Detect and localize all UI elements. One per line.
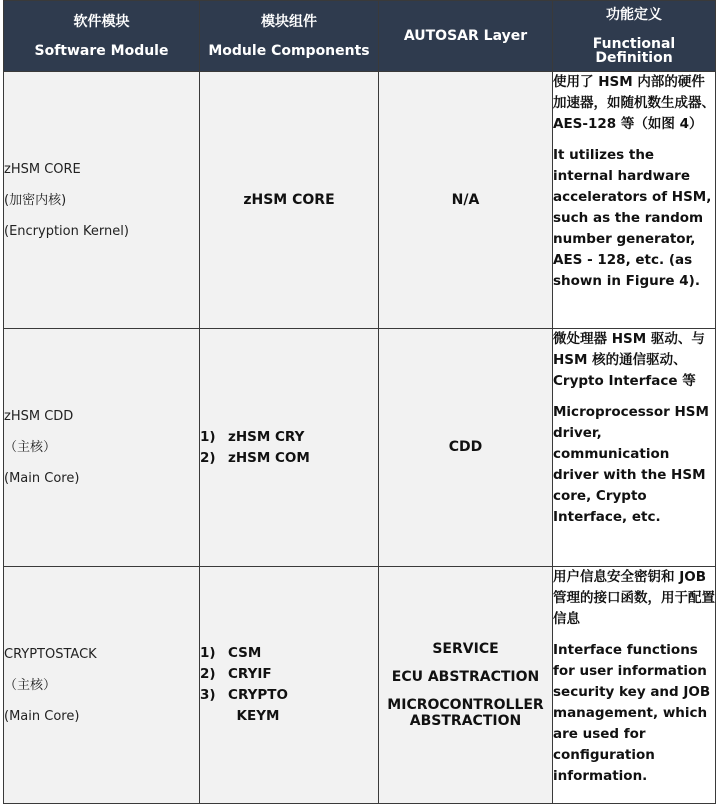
list-item [200,643,378,664]
table-row [4,72,716,329]
component-name: CRYPTO KEYM [228,687,288,724]
header-autosar-layer [379,1,553,72]
component-name: zHSM COM [228,449,310,466]
header-module-components-en: Module Components [208,42,370,59]
module-name-zh: （主核） [4,677,57,693]
module-name-en: (Main Core) [4,708,80,724]
table-header [4,1,716,72]
list-number: 2) [200,449,216,466]
header-module-components [200,1,379,72]
layer-name: SERVICE [432,640,499,657]
component-name: CSM [228,645,262,661]
header-autosar-layer-label: AUTOSAR Layer [403,28,528,44]
list-item [200,448,378,469]
table-row [4,329,716,567]
autosar-layer-cell [379,329,553,567]
module-name: zHSM CDD [4,409,74,424]
component-list [200,643,378,727]
software-module-cell [4,567,200,804]
list-number: 3) [200,687,216,703]
list-item [200,685,378,727]
list-number: 1) [200,645,216,661]
functional-definition-cell [553,72,716,329]
list-number: 2) [200,666,216,682]
autosar-layer-cell [379,567,553,804]
module-name-zh: (加密内核) [4,192,67,208]
module-name-en: (Main Core) [4,471,80,486]
header-software-module [4,1,200,72]
module-name-en: (Encryption Kernel) [4,223,129,239]
header-functional-definition-en: Functional Definition [592,35,676,66]
software-module-cell [4,329,200,567]
header-row [4,1,716,72]
definition-zh: 微处理器 HSM 驱动、与 HSM 核的通信驱动、Crypto Interface 等 [553,331,705,389]
table-row [4,567,716,804]
layer-name: ECU ABSTRACTION [391,668,540,685]
header-module-components-zh: 模块组件 [261,13,317,30]
component-name: CRYIF [228,666,272,682]
layer-name: MICROCONTROLLER ABSTRACTION [387,697,544,730]
definition-zh: 使用了 HSM 内部的硬件加速器，如随机数生成器、AES-128 等（如图 4） [553,74,715,132]
header-software-module-zh: 软件模块 [73,13,130,30]
header-functional-definition [553,1,716,72]
list-item [200,427,378,448]
layer-name: N/A [451,191,480,208]
definition-zh: 用户信息安全密钥和 JOB 管理的接口函数，用于配置信息 [553,569,715,627]
list-number: 1) [200,428,216,445]
layer-name: CDD [448,439,483,456]
functional-definition-cell [553,329,716,567]
definition-en: Microprocessor HSM driver, communication driver with the HSM core, Crypto Interface, etc. [553,404,709,525]
header-functional-definition-zh: 功能定义 [606,6,662,23]
module-name: zHSM CORE [4,161,81,177]
module-definition-table [3,0,716,804]
module-components-cell [200,329,379,567]
definition-en: Interface functions for user information security key and JOB management, which are used for configuration information. [553,642,711,784]
module-name: CRYPTOSTACK [4,646,97,662]
header-software-module-en: Software Module [34,42,169,59]
module-components-cell [200,567,379,804]
module-components-cell [200,72,379,329]
autosar-layer-cell [379,72,553,329]
list-item [200,664,378,685]
component-list [200,427,378,469]
component-name: zHSM CORE [243,192,335,208]
definition-en: It utilizes the internal hardware accelerators of HSM, such as the random number generator, AES - 128, etc. (as shown in Figure 4). [553,147,712,289]
software-module-cell [4,72,200,329]
module-name-zh: （主核） [4,440,57,455]
component-name: zHSM CRY [228,428,305,445]
functional-definition-cell [553,567,716,804]
